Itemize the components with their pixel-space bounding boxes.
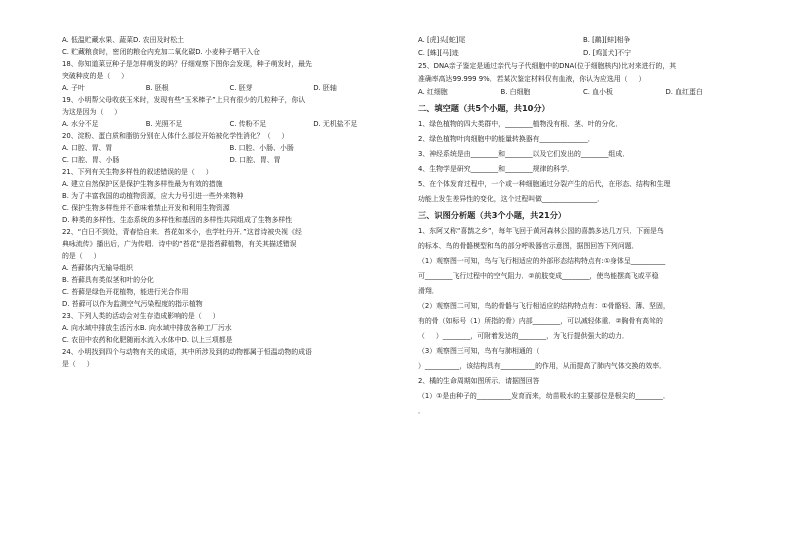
- text-line: C. 农田中农药和化肥随雨水流入水体中D. 以上三项都是: [62, 336, 233, 344]
- option: A. 水分不足: [62, 120, 99, 128]
- right-column: [418, 36, 748, 415]
- text-line: ．: [418, 407, 425, 415]
- option: B. 光照不足: [145, 120, 183, 128]
- option: A. 子叶: [62, 84, 85, 92]
- text-line: （2）观察图二可知，鸟的骨骼与飞行相适应的结构特点有：①骨骼轻、薄、坚固，: [418, 302, 670, 310]
- q24-options: [418, 36, 748, 44]
- option: D. 胚轴: [313, 84, 337, 92]
- question-18: 18、你知道菜豆种子是怎样萌发的吗？仔细观察下图你会发现，种子萌发时，最先: [62, 60, 312, 68]
- option: C. 血小板: [583, 88, 613, 96]
- question-23: 23、下列人类的活动会对生存造成影响的是（ ）: [62, 312, 220, 320]
- text-line: A. 苔藓体内无输导组织: [62, 264, 133, 272]
- text-line: 准确率高达99.999 9%．若某次鉴定材料仅有血液，你认为应选用（ ）: [418, 75, 646, 83]
- section-title-diagram-analysis: 三、识图分析题（共3个小题，共21分）: [418, 210, 567, 220]
- text-line: 是（ ）: [62, 360, 94, 368]
- option: C. [蛛][马]迹: [418, 49, 459, 57]
- text-line: 为这是因为（ ）: [62, 108, 122, 116]
- option: C. 传粉不足: [229, 120, 267, 128]
- question-21: 21、下列有关生物多样性的叙述错误的是（ ）: [62, 168, 213, 176]
- option: C. 口腔、胃、小肠: [62, 156, 120, 164]
- text-line: A. 低温贮藏水果、蔬菜D. 农田及时松土: [62, 36, 185, 44]
- text-line: （1）观察图一可知，鸟与飞行相适应的外部形态结构特点有:①身体呈__________: [418, 257, 666, 265]
- text-line: 可________飞行过程中的空气阻力．②前肢变成________，使鸟能摆高飞或平稳: [418, 272, 659, 280]
- text-line: 功能上发生差异性的变化，这个过程叫做________________．: [418, 195, 605, 203]
- q18-options: [62, 84, 397, 92]
- text-line: 的是（ ）: [62, 252, 101, 260]
- text-line: C. 保护生物多样性并不意味着禁止开发和利用生物资源: [62, 204, 230, 212]
- text-line: A. 建立自然保护区是保护生物多样性最为有效的措施: [62, 180, 223, 188]
- text-line: D. 苔藓可以作为监测空气污染程度的指示植物: [62, 300, 203, 308]
- text-line: D. 种类的多样性、生态系统的多样性和基因的多样性共同组成了生物多样性: [62, 216, 293, 224]
- question-20: 20、淀粉、蛋白质和脂肪分别在人体什么部位开始被化学性消化？（ ）: [62, 132, 289, 140]
- question-22: 22、“白日不到处，青春恰自来．苔花如米小，也学牡丹开．”这首诗被央视《经: [62, 228, 302, 236]
- fill-in-question: 1、绿色植物的四大类群中，________植物没有根、茎、叶的分化．: [418, 120, 623, 128]
- option: B. 白细胞: [500, 88, 531, 96]
- text-line: 滑翔．: [418, 287, 439, 295]
- q25-options: [418, 88, 748, 96]
- option: D. 口腔、胃、胃: [229, 156, 281, 164]
- option: A. [虎]头[蛇]尾: [418, 36, 466, 44]
- option: D. 血红蛋白: [665, 88, 703, 96]
- text-line: 典咏流传》播出后，广为传唱．诗中的“苔花”是指苔藓植物，有关其描述错误: [62, 240, 297, 248]
- text-line: 有的骨（如标号（1）所指的骨）内部________，可以减轻体重．②胸骨有高耸的: [418, 317, 663, 325]
- text-line: C. 苔藓是绿色开花植物，能进行光合作用: [62, 288, 189, 296]
- text-line: 2、橘的生命周期如图所示．请据图回答: [418, 377, 540, 385]
- option: D. [鸡][犬]不宁: [583, 49, 632, 57]
- question-19: 19、小明帮父母收获玉米时，发现有些“玉米棒子”上只有很少的几粒种子，你认: [62, 96, 306, 104]
- text-line: C. 贮藏粮食时，密闭的粮仓内充加二氧化碳D. 小麦种子晒干入仓: [62, 48, 261, 56]
- fill-in-question: 5、在个体发育过程中，一个或一种细胞通过分裂产生的后代，在形态、结构和生理: [418, 180, 671, 188]
- option: B. 胚根: [145, 84, 169, 92]
- option: B. 口腔、小肠、小肠: [229, 144, 294, 152]
- q19-options: [62, 120, 397, 128]
- section-title-fill-in: 二、填空题（共5个小题，共10分）: [418, 103, 550, 113]
- question-25: 25、DNA亲子鉴定是通过亲代与子代细胞中的DNA(位于细胞核内)比对来进行的，其: [418, 62, 677, 70]
- option: D. 无机盐不足: [313, 120, 358, 128]
- text-line: （1）①是由种子的__________发育而来，幼苗吸水的主要部位是根尖的________．: [418, 392, 670, 400]
- text-line: A. 向水域中排放生活污水B. 向水域中排放各种工厂污水: [62, 324, 232, 332]
- q24-options: [418, 49, 748, 57]
- text-line: 的标本、鸟的骨骼模型和鸟的部分呼吸器官示意图，据图回答下列问题．: [418, 242, 639, 250]
- q20-options: [62, 144, 397, 152]
- option: A. 红细胞: [418, 88, 448, 96]
- text-line: （ ）________，可附着发达的________，为飞行提供强大的动力．: [418, 332, 629, 340]
- left-column: [62, 36, 397, 368]
- option: C. 胚芽: [229, 84, 253, 92]
- text-line: 突破种皮的是（ ）: [62, 72, 129, 80]
- text-line: ）__________，该结构具有__________的作用，从而提高了肺内气体交换的效率．: [418, 362, 667, 370]
- fill-in-question: 4、生物学是研究________和________规律的科学．: [418, 165, 574, 173]
- text-line: B. 苔藓具有类似茎和叶的分化: [62, 276, 154, 284]
- text-line: 1、东阿又称“喜鹊之乡”，每年飞回于黄河森林公园的喜鹊多达几万只．下面是鸟: [418, 227, 664, 235]
- fill-in-question: 2、绿色植物叶肉细胞中的能量转换器有______________．: [418, 135, 595, 143]
- option: B. [鹬][蚌]相争: [583, 36, 631, 44]
- question-24: 24、小明找到四个与动物有关的成语，其中所涉及到的动物都属于恒温动物的成语: [62, 348, 312, 356]
- text-line: B. 为了丰富我国的动植物资源，应大力号引进一些外来物种: [62, 192, 244, 200]
- option: A. 口腔、胃、胃: [62, 144, 113, 152]
- fill-in-question: 3、神经系统是由________和________以及它们发出的________组成．: [418, 150, 630, 158]
- text-line: （3）观察图三可知，鸟有与肺相通的（: [418, 347, 540, 355]
- q20-options: [62, 156, 397, 164]
